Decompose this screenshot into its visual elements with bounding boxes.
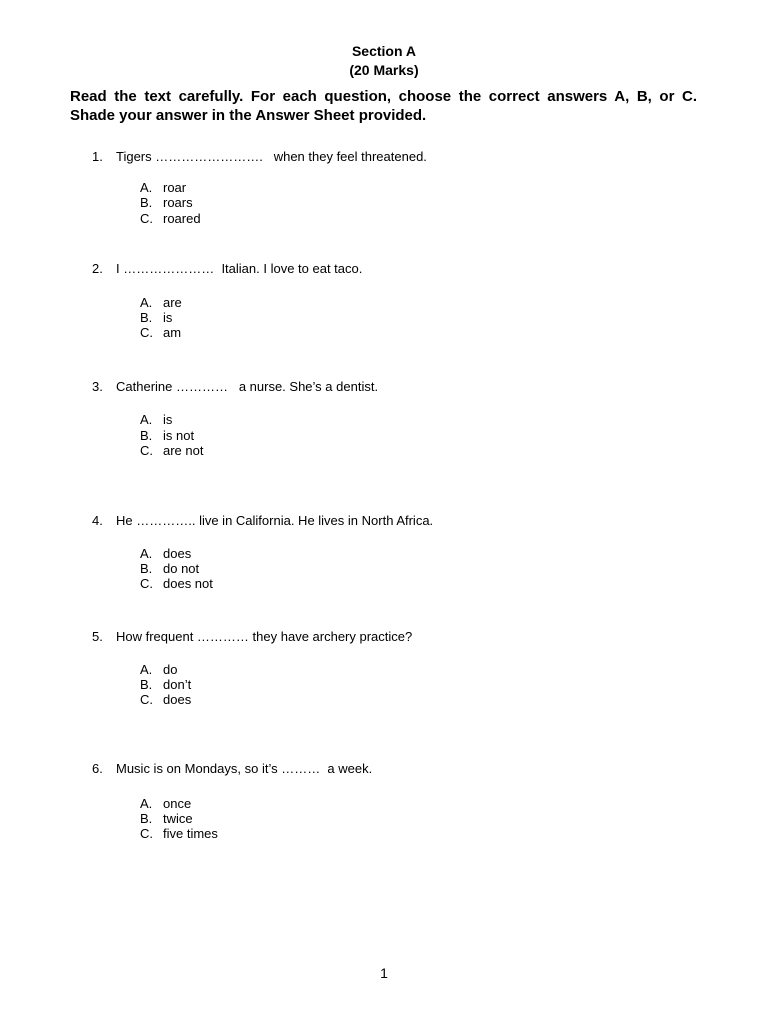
- option-letter: C.: [140, 443, 153, 458]
- option-text: don’t: [163, 677, 192, 692]
- option-letter: A.: [140, 796, 153, 811]
- question-text: I ………………… Italian. I love to eat taco.: [116, 261, 363, 276]
- question-5: [92, 629, 412, 644]
- question-2-option-a: [140, 295, 182, 310]
- question-4-option-c: [140, 576, 213, 591]
- option-letter: C.: [140, 692, 153, 707]
- question-2: [92, 261, 362, 276]
- option-text: does: [163, 692, 192, 707]
- option-letter: C.: [140, 325, 153, 340]
- section-title: Section A: [351, 43, 417, 59]
- option-letter: C.: [140, 826, 153, 841]
- option-text: does not: [163, 576, 213, 591]
- question-1: [92, 149, 427, 164]
- question-number: 2.: [92, 261, 103, 276]
- option-text: am: [163, 325, 182, 340]
- option-text: do: [163, 662, 178, 677]
- option-letter: B.: [140, 561, 153, 576]
- option-letter: C.: [140, 576, 153, 591]
- question-number: 6.: [92, 761, 103, 776]
- question-text: He ………….. live in California. He lives in North Africa.: [116, 513, 434, 528]
- question-text: Tigers ……………………. when they feel threatened.: [116, 149, 427, 164]
- question-6-option-c: [140, 826, 218, 841]
- option-letter: C.: [140, 211, 153, 226]
- option-letter: B.: [140, 811, 153, 826]
- option-letter: A.: [140, 295, 153, 310]
- question-4-option-a: [140, 546, 191, 561]
- question-3-option-a: [140, 412, 172, 427]
- option-letter: B.: [140, 195, 153, 210]
- question-5-option-c: [140, 692, 191, 707]
- question-6: [92, 761, 372, 776]
- option-letter: A.: [140, 180, 153, 195]
- question-3: [92, 379, 378, 394]
- option-text: is: [163, 310, 173, 325]
- option-text: roared: [163, 211, 201, 226]
- instructions: Read the text carefully. For each question, choose the correct answers A, B, or C. Shade your answer in the Answer Sheet provided.: [70, 88, 697, 124]
- option-text: roars: [163, 195, 193, 210]
- option-text: is: [163, 412, 173, 427]
- option-letter: B.: [140, 428, 153, 443]
- question-number: 3.: [92, 379, 103, 394]
- option-letter: A.: [140, 662, 153, 677]
- option-letter: B.: [140, 677, 153, 692]
- option-letter: B.: [140, 310, 153, 325]
- question-1-option-c: [140, 211, 201, 226]
- question-1-option-a: [140, 180, 186, 195]
- question-2-option-b: [140, 310, 172, 325]
- question-number: 1.: [92, 149, 103, 164]
- question-text: Music is on Mondays, so it’s ……… a week.: [116, 761, 373, 776]
- question-text: How frequent ………… they have archery practice?: [116, 629, 413, 644]
- option-text: does: [163, 546, 192, 561]
- question-1-option-b: [140, 195, 193, 210]
- question-number: 5.: [92, 629, 103, 644]
- option-letter: A.: [140, 412, 153, 427]
- question-5-option-a: [140, 662, 177, 677]
- question-number: 4.: [92, 513, 103, 528]
- question-4-option-b: [140, 561, 199, 576]
- option-text: once: [163, 796, 192, 811]
- option-text: are not: [163, 443, 204, 458]
- page-number: 1: [380, 965, 388, 981]
- question-4: [92, 513, 433, 528]
- question-6-option-b: [140, 811, 193, 826]
- option-text: five times: [163, 826, 218, 841]
- section-marks: (20 Marks): [349, 62, 419, 78]
- option-text: roar: [163, 180, 187, 195]
- option-text: are: [163, 295, 182, 310]
- option-text: twice: [163, 811, 193, 826]
- question-3-option-c: [140, 443, 203, 458]
- question-2-option-c: [140, 325, 181, 340]
- question-6-option-a: [140, 796, 191, 811]
- question-text: Catherine ………… a nurse. She’s a dentist.: [116, 379, 379, 394]
- option-letter: A.: [140, 546, 153, 561]
- question-3-option-b: [140, 428, 194, 443]
- option-text: is not: [163, 428, 195, 443]
- option-text: do not: [163, 561, 200, 576]
- question-5-option-b: [140, 677, 191, 692]
